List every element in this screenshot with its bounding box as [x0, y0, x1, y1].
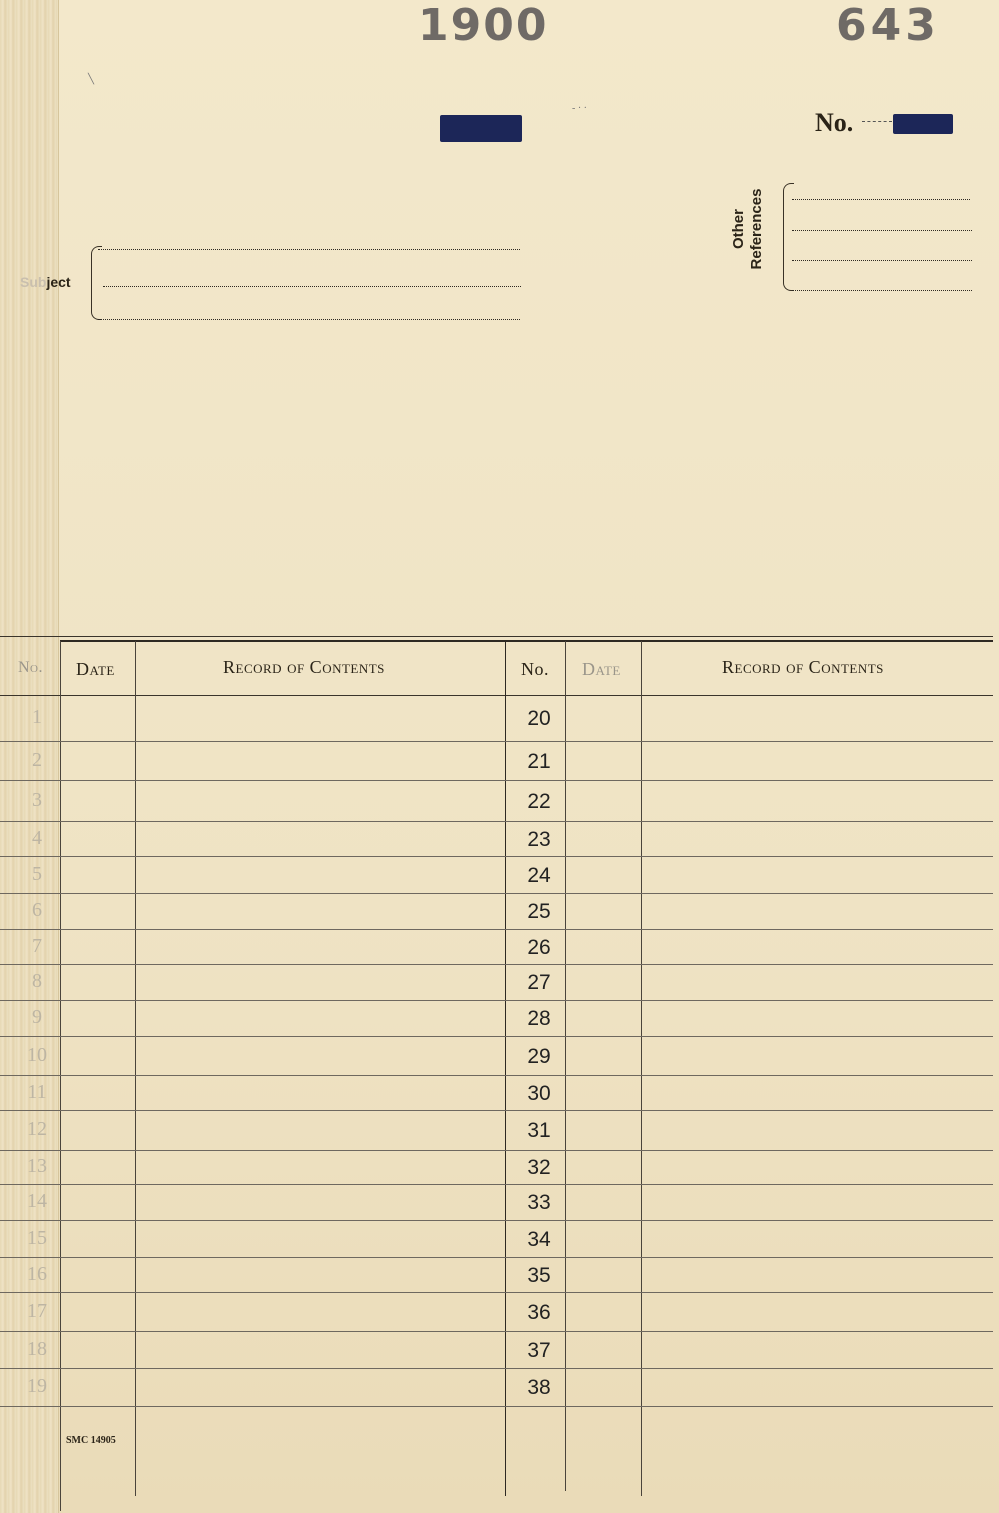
other-references-line[interactable] — [792, 230, 972, 231]
row-rule — [0, 1292, 993, 1293]
row-number-left: 12 — [27, 1118, 47, 1140]
row-number-left: 16 — [27, 1262, 47, 1285]
pencil-mark: - · · — [572, 103, 587, 114]
row-rule — [0, 1368, 993, 1369]
row-rule — [0, 780, 993, 781]
row-number-left: 2 — [32, 748, 42, 771]
row-number-right: 30 — [527, 1081, 551, 1105]
header-no-left: No. — [18, 659, 43, 676]
row-number-left: 14 — [27, 1190, 47, 1212]
row-number-right: 22 — [527, 789, 551, 813]
other-references-line[interactable] — [792, 199, 970, 200]
row-number-right: 26 — [527, 935, 551, 959]
row-number-left: 17 — [27, 1299, 47, 1322]
row-number-left: 9 — [32, 1006, 42, 1028]
row-number-left: 11 — [27, 1080, 47, 1103]
column-divider — [565, 641, 566, 1491]
row-rule — [0, 741, 993, 742]
row-rule — [0, 1000, 993, 1001]
row-rule — [0, 1150, 993, 1151]
header-bottom-rule — [0, 695, 993, 696]
row-number-right: 31 — [527, 1119, 551, 1142]
file-number-stamp: 643 — [836, 0, 940, 51]
row-number-right: 21 — [527, 749, 551, 773]
row-number-right: 25 — [527, 900, 551, 923]
redacted-reference — [440, 115, 522, 142]
row-number-left: 4 — [32, 826, 42, 849]
row-number-right: 24 — [527, 863, 551, 887]
subject-brace — [91, 246, 102, 320]
row-number-left: 10 — [27, 1043, 47, 1066]
column-divider — [60, 641, 61, 1511]
subject-label-text: ject — [46, 274, 71, 290]
row-number-left: 3 — [32, 788, 42, 811]
other-references-line[interactable] — [792, 260, 972, 261]
row-number-right: 20 — [527, 707, 551, 730]
row-rule — [0, 929, 993, 930]
year-stamp: 1900 — [418, 0, 549, 51]
header-no-right: No. — [521, 659, 549, 679]
row-number-right: 38 — [527, 1376, 551, 1399]
row-number-right: 27 — [527, 971, 551, 994]
row-number-left: 13 — [27, 1155, 47, 1177]
other-references-label-line1: Other — [730, 209, 747, 250]
row-rule — [0, 1406, 993, 1407]
subject-label-faded: Sub — [20, 274, 47, 290]
row-number-left: 7 — [32, 934, 42, 957]
row-number-left: 19 — [27, 1375, 47, 1397]
row-number-left: 8 — [32, 970, 42, 992]
subject-line[interactable] — [103, 286, 521, 287]
subject-line[interactable] — [98, 249, 520, 250]
other-references-line[interactable] — [792, 290, 972, 291]
row-number-left: 15 — [27, 1226, 47, 1249]
row-number-left: 5 — [32, 862, 42, 885]
row-number-right: 23 — [527, 827, 551, 851]
row-rule — [0, 893, 993, 894]
row-number-left: 18 — [27, 1337, 47, 1360]
table-top-rule — [0, 636, 993, 637]
row-rule — [0, 821, 993, 822]
header-record-right: Record of Contents — [722, 657, 884, 677]
row-number-right: 28 — [527, 1007, 551, 1030]
row-rule — [0, 1184, 993, 1185]
header-date-left: Date — [76, 659, 115, 679]
subject-label — [20, 274, 71, 290]
row-rule — [0, 1220, 993, 1221]
row-number-right: 37 — [527, 1338, 551, 1362]
row-rule — [0, 1257, 993, 1258]
form-code: SMC 14905 — [66, 1435, 116, 1446]
row-rule — [0, 964, 993, 965]
row-number-left: 6 — [32, 899, 42, 921]
number-dash — [862, 121, 892, 122]
row-rule — [0, 1036, 993, 1037]
row-number-right: 32 — [527, 1156, 551, 1179]
row-number-right: 29 — [527, 1044, 551, 1068]
subject-line[interactable] — [98, 319, 520, 320]
row-rule — [0, 856, 993, 857]
header-record-left: Record of Contents — [223, 657, 385, 677]
row-number-right: 36 — [527, 1300, 551, 1324]
header-date-right: Date — [582, 659, 621, 679]
pencil-mark: ╲ — [88, 74, 95, 85]
row-number-right: 34 — [527, 1227, 551, 1251]
row-rule — [0, 1075, 993, 1076]
other-references-label — [730, 174, 766, 284]
row-number-left: 1 — [32, 706, 42, 728]
row-number-right: 35 — [527, 1263, 551, 1287]
row-number-right: 33 — [527, 1191, 551, 1214]
other-references-label-line2: References — [748, 188, 765, 270]
redacted-number — [893, 114, 953, 134]
row-rule — [0, 1110, 993, 1111]
table-top-rule-double — [60, 640, 993, 642]
number-label: No. — [815, 108, 854, 137]
row-rule — [0, 1331, 993, 1332]
